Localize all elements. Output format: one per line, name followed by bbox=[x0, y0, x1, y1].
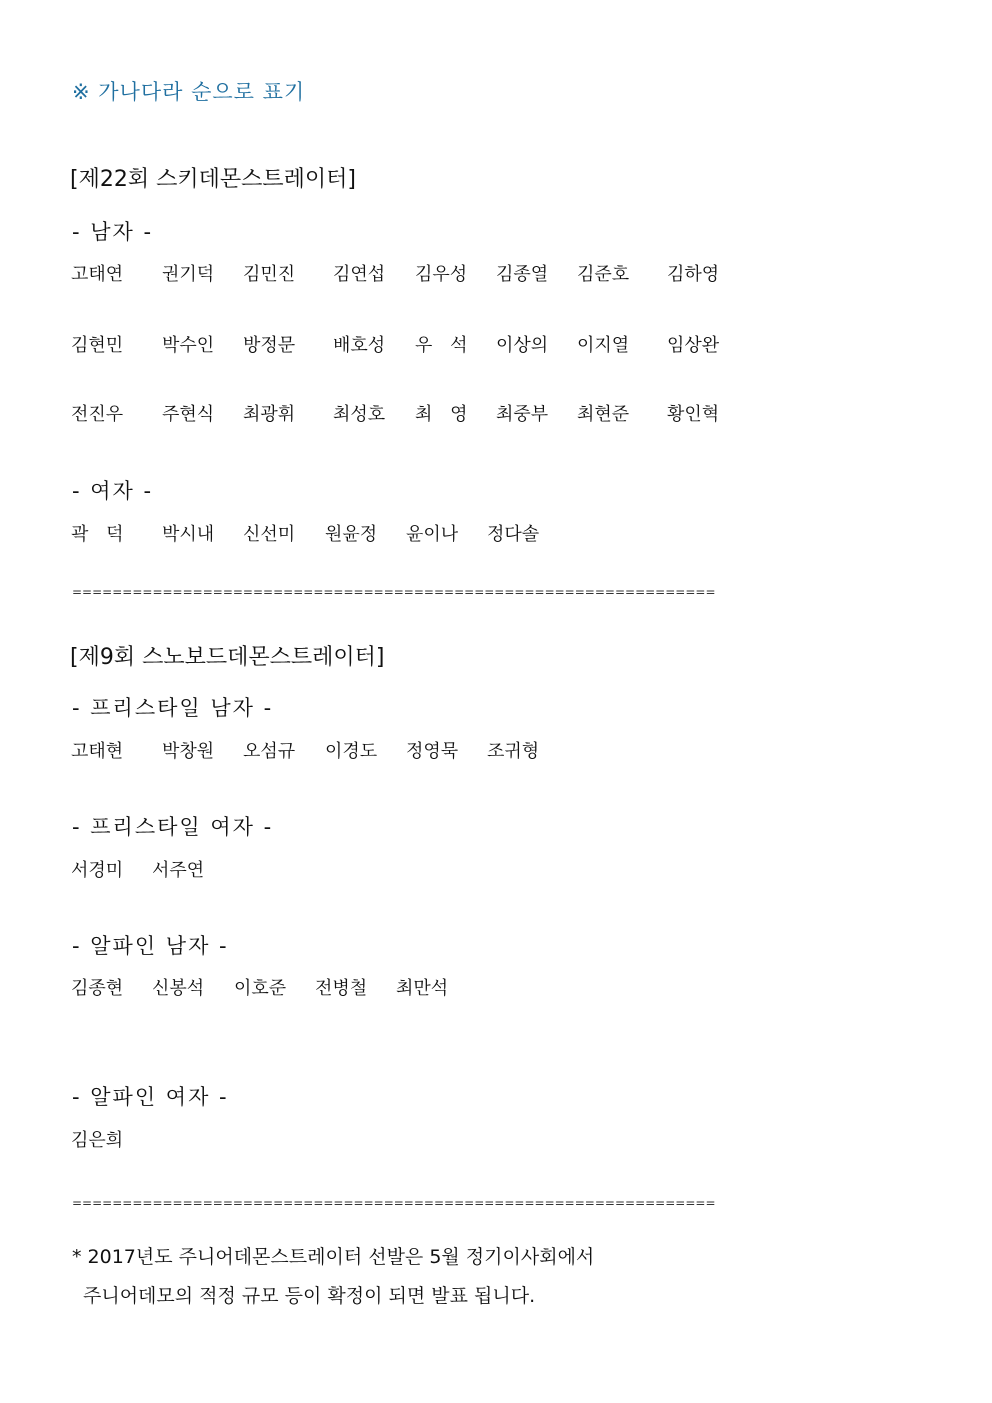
name-item: 이상의 bbox=[496, 335, 549, 356]
ski-male-row-1 bbox=[0, 260, 992, 284]
name-item: 김종열 bbox=[496, 264, 549, 285]
name-item: 곽 덕 bbox=[71, 524, 124, 545]
sort-order-note: ※ 가나다라 순으로 표기 bbox=[72, 80, 306, 104]
name-item: 이경도 bbox=[325, 741, 378, 762]
ski-male-row-2 bbox=[0, 331, 992, 355]
name-item: 김연섭 bbox=[333, 264, 386, 285]
footer-separator: ================================================================ bbox=[72, 1196, 716, 1210]
name-item: 김민진 bbox=[243, 264, 296, 285]
name-item: 조귀형 bbox=[487, 741, 540, 762]
name-item: 박수인 bbox=[162, 335, 215, 356]
section-separator: ================================================================ bbox=[72, 585, 716, 599]
name-item: 최중부 bbox=[496, 404, 549, 425]
alpine-male-label: - 알파인 남자 - bbox=[72, 934, 229, 958]
name-item: 신선미 bbox=[243, 524, 296, 545]
freestyle-male-row bbox=[0, 737, 992, 761]
name-item: 이지열 bbox=[577, 335, 630, 356]
ski-male-label: - 남자 - bbox=[72, 220, 154, 244]
name-item: 신봉석 bbox=[152, 978, 205, 999]
ski-female-row bbox=[0, 520, 992, 544]
name-item: 고태연 bbox=[71, 264, 124, 285]
name-item: 임상완 bbox=[667, 335, 720, 356]
name-item: 박시내 bbox=[162, 524, 215, 545]
name-item: 최 영 bbox=[415, 404, 468, 425]
name-item: 전병철 bbox=[315, 978, 368, 999]
freestyle-female-label: - 프리스타일 여자 - bbox=[72, 815, 274, 839]
name-item: 서경미 bbox=[71, 860, 124, 881]
name-item: 최만석 bbox=[396, 978, 449, 999]
name-item: 우 석 bbox=[415, 335, 468, 356]
name-item: 최현준 bbox=[577, 404, 630, 425]
snowboard-section-title: [제9회 스노보드데몬스트레이터] bbox=[70, 645, 385, 670]
alpine-female-label: - 알파인 여자 - bbox=[72, 1085, 229, 1109]
name-item: 박창원 bbox=[162, 741, 215, 762]
name-item: 최성호 bbox=[333, 404, 386, 425]
name-item: 원윤정 bbox=[325, 524, 378, 545]
name-item: 서주연 bbox=[152, 860, 205, 881]
alpine-male-row bbox=[0, 974, 992, 998]
name-item: 황인혁 bbox=[667, 404, 720, 425]
name-item: 김현민 bbox=[71, 335, 124, 356]
footer-note-line-1: * 2017년도 주니어데몬스트레이터 선발은 5월 정기이사회에서 bbox=[72, 1246, 595, 1268]
name-item: 김은희 bbox=[71, 1130, 124, 1151]
name-item: 배호성 bbox=[333, 335, 386, 356]
name-item: 권기덕 bbox=[162, 264, 215, 285]
ski-male-row-3 bbox=[0, 400, 992, 424]
name-item: 주현식 bbox=[162, 404, 215, 425]
name-item: 이호준 bbox=[234, 978, 287, 999]
ski-female-label: - 여자 - bbox=[72, 479, 154, 503]
ski-section-title: [제22회 스키데몬스트레이터] bbox=[70, 167, 356, 192]
name-item: 김종현 bbox=[71, 978, 124, 999]
name-item: 윤이나 bbox=[406, 524, 459, 545]
footer-note-line-2: 주니어데모의 적정 규모 등이 확정이 되면 발표 됩니다. bbox=[83, 1285, 536, 1307]
name-item: 김우성 bbox=[415, 264, 468, 285]
name-item: 정다솔 bbox=[487, 524, 540, 545]
name-item: 최광휘 bbox=[243, 404, 296, 425]
name-item: 방정문 bbox=[243, 335, 296, 356]
name-item: 김준호 bbox=[577, 264, 630, 285]
freestyle-male-label: - 프리스타일 남자 - bbox=[72, 696, 274, 720]
alpine-female-row bbox=[0, 1126, 992, 1150]
name-item: 고태현 bbox=[71, 741, 124, 762]
name-item: 오섬규 bbox=[243, 741, 296, 762]
name-item: 정영묵 bbox=[406, 741, 459, 762]
name-item: 김하영 bbox=[667, 264, 720, 285]
name-item: 전진우 bbox=[71, 404, 124, 425]
freestyle-female-row bbox=[0, 856, 992, 880]
